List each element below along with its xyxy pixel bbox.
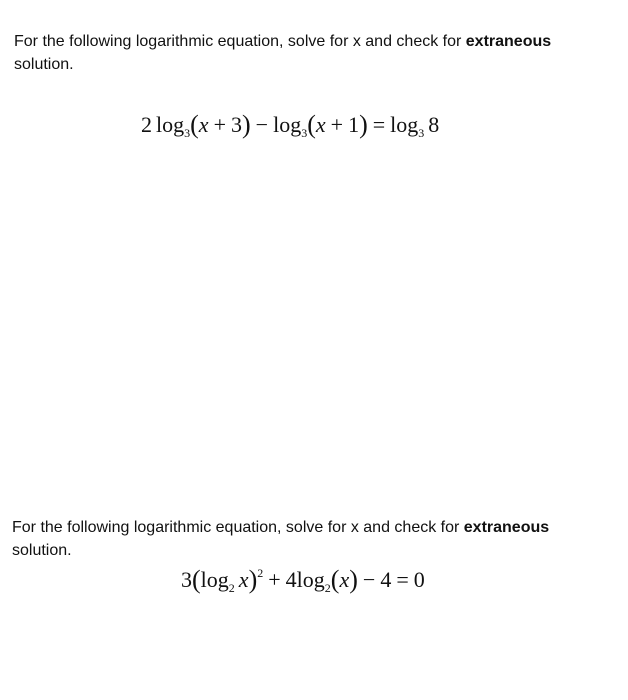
problem-1-prompt-prefix: For the following logarithmic equation, solve for x and check for bbox=[14, 33, 466, 50]
problem-1-equation: 2 $\log_3(x + 3) - \log_3(x + 1) = \log_3 8$ bbox=[141, 110, 440, 140]
problem-2-prompt bbox=[12, 516, 617, 562]
problem-2-prompt-prefix: For the following logarithmic equation, solve for x and check for bbox=[12, 519, 464, 536]
problem-1-prompt bbox=[14, 30, 619, 76]
problem-2-equation: $3(\log_2$ $x)^2 + 4\log_2(x) - 4 = 0$ bbox=[181, 565, 425, 595]
problem-1-prompt-line2: solution. bbox=[14, 56, 74, 73]
problem-2-prompt-bold: extraneous bbox=[463, 519, 550, 536]
problem-2-prompt-line2: solution. bbox=[12, 542, 72, 559]
problem-1-prompt-bold: extraneous bbox=[465, 33, 552, 50]
